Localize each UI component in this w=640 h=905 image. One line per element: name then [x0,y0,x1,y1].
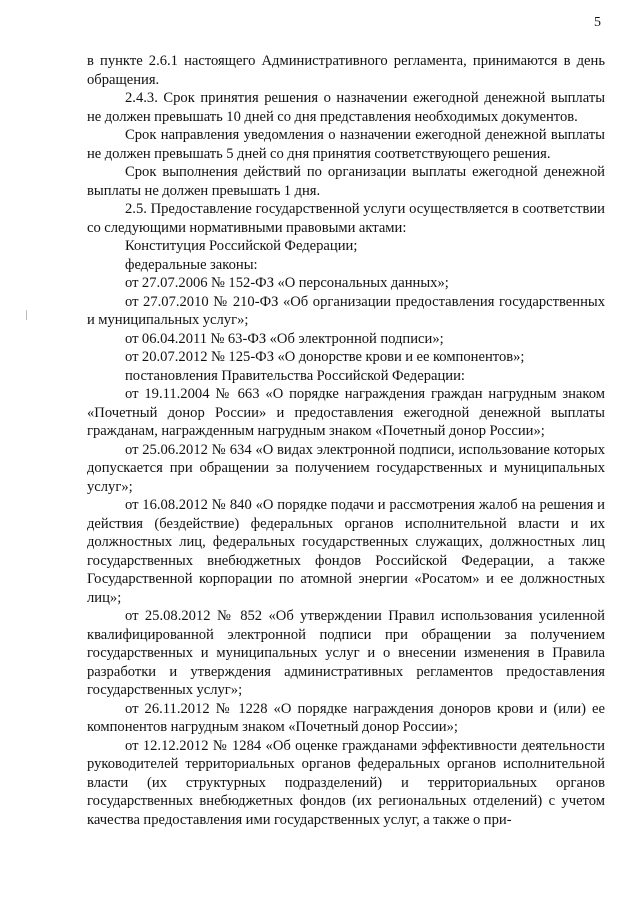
list-item-law-125: от 20.07.2012 № 125-ФЗ «О донорстве крови и ее компонентов»; [125,349,525,365]
list-item-law-210: от 27.07.2010 № 210-ФЗ «Об организации предоставления государственных и муниципальных услуг»; [87,293,605,328]
paragraph-2-4-3: 2.4.3. Срок принятия решения о назначении ежегодной денежной выплаты не должен превышать 10 дней со дня представления необходимых документов. [87,90,605,125]
list-item-constitution: Конституция Российской Федерации; [125,238,358,254]
list-item-decree-634: от 25.06.2012 № 634 «О видах электронной подписи, использование которых допускается при обращении за получением государственных и муниципальных услуг»; [87,441,605,495]
list-item-law-152: от 27.07.2006 № 152-ФЗ «О персональных данных»; [125,275,449,291]
list-heading-federal-laws: федеральные законы: [125,256,258,273]
page-number: 5 [594,15,601,30]
paragraph-payment-term: Срок выполнения действий по организации выплаты ежегодной денежной выплаты не должен превышать 1 дня. [87,164,605,199]
paragraph-notification-term: Срок направления уведомления о назначении ежегодной денежной выплаты не должен превышать 5 дней со дня принятия соответствующего решения. [87,127,605,162]
list-heading-government-decrees: постановления Правительства Российской Федерации: [125,367,465,384]
document-body [87,52,605,829]
list-item-decree-1228: от 26.11.2012 № 1228 «О порядке награждения доноров крови и (или) ее компонентов нагрудным знаком «Почетный донор России»; [87,700,605,735]
list-item-decree-852: от 25.08.2012 № 852 «Об утверждении Правил использования усиленной квалифицированной электронной подписи при обращении за получением государственных и муниципальных услуг и о внесении изменения в Правила разработки и утверждения административных регламентов предоставления государственных услуг»; [87,608,605,698]
list-item-decree-840: от 16.08.2012 № 840 «О порядке подачи и рассмотрения жалоб на решения и действия (бездействие) федеральных органов исполнительной власти и их должностных лиц, федеральных государственных служащих, должностных лиц государственных внебюджетных фондов Российской Федерации, а также Государственной корпорации по атомной энергии «Росатом» и ее должностных лиц»; [87,497,605,606]
list-item-decree-663: от 19.11.2004 № 663 «О порядке награждения граждан нагрудным знаком «Почетный донор России» и предоставления ежегодной денежной выплаты гражданам, награжденным нагрудным знаком «Почетный донор России»; [87,386,605,439]
margin-mark [26,310,27,320]
list-item-decree-1284: от 12.12.2012 № 1284 «Об оценке гражданами эффективности деятельности руководителей территориальных органов федеральных органов исполнительной власти (их структурных подразделений) и территориальных органов государственных внебюджетных фондов (их региональных отделений) с учетом качества предоставления ими государственных услуг, а также о при- [87,737,605,828]
list-item-law-63: от 06.04.2011 № 63-ФЗ «Об электронной подписи»; [125,330,444,347]
paragraph-2-5: 2.5. Предоставление государственной услуги осуществляется в соответствии со следующими нормативными правовыми актами: [87,201,605,236]
paragraph-continuation: в пункте 2.6.1 настоящего Административного регламента, принимаются в день обращения. [87,53,605,88]
